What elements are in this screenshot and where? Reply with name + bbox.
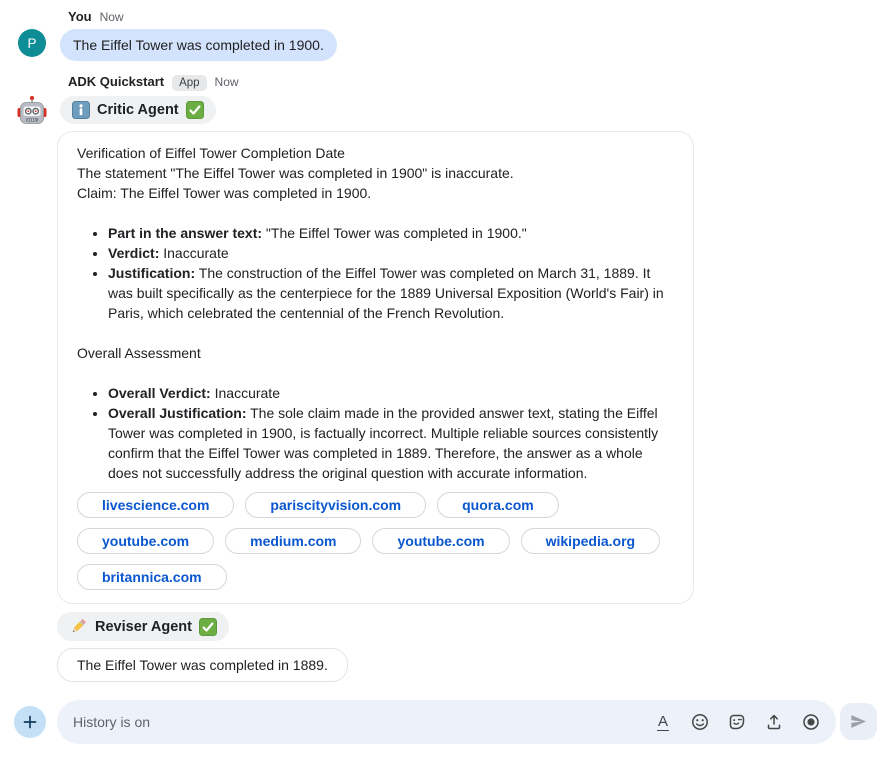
- sticker-button[interactable]: [727, 712, 747, 732]
- upload-button[interactable]: [764, 712, 784, 732]
- critic-verification-card: [57, 131, 694, 604]
- reviser-header-row: [57, 612, 891, 641]
- message-input-placeholder: History is on: [73, 714, 151, 730]
- claim-assessment-list: [77, 223, 675, 323]
- app-badge: App: [172, 75, 206, 91]
- source-chip[interactable]: youtube.com: [372, 528, 509, 554]
- info-icon: [72, 101, 90, 119]
- overall-verdict-item: • Overall Verdict: Inaccurate: [108, 383, 675, 403]
- card-title: Verification of Eiffel Tower Completion Date: [77, 145, 345, 161]
- source-chip[interactable]: quora.com: [437, 492, 559, 518]
- source-chip[interactable]: livescience.com: [77, 492, 234, 518]
- source-chip[interactable]: youtube.com: [77, 528, 214, 554]
- source-chip[interactable]: pariscityvision.com: [245, 492, 426, 518]
- reviser-message-bubble: The Eiffel Tower was completed in 1889.: [57, 648, 348, 682]
- robot-icon: [16, 95, 48, 127]
- user-message-time: Now: [99, 10, 124, 24]
- pencil-icon: [69, 617, 88, 636]
- source-chip[interactable]: wikipedia.org: [521, 528, 660, 554]
- reviser-agent-title: Reviser Agent: [95, 618, 192, 635]
- send-icon: [849, 712, 868, 731]
- card-statement: The statement "The Eiffel Tower was completed in 1900" is inaccurate.: [77, 165, 514, 181]
- overall-assessment-list: [77, 383, 675, 483]
- check-icon: [199, 618, 217, 636]
- plus-icon: [22, 714, 38, 730]
- send-button[interactable]: [840, 703, 877, 740]
- user-sender-name: You: [68, 9, 92, 24]
- record-button[interactable]: [801, 712, 821, 732]
- app-sender-name: ADK Quickstart: [68, 74, 165, 89]
- message-composer: [0, 700, 891, 744]
- claim-part-item: • Part in the answer text: "The Eiffel Tower was completed in 1900.": [108, 223, 675, 243]
- composer-toolbar: [653, 700, 821, 744]
- check-icon: [186, 101, 204, 119]
- claim-justification-item: • Justification: The construction of the Eiffel Tower was completed on March 31, 1889. It was built specifically as the centerpiece for the 1889 Universal Exposition (World's Fair) in Paris, which celebrated the centennial of the French Revolution.: [108, 263, 675, 323]
- overall-justification-item: • Overall Justification: The sole claim made in the provided answer text, stating the Eiffel Tower was completed in 1900, is factually incorrect. Multiple reliable sources consistently confirm that the Eiffel Tower was completed in 1889. Therefore, the answer as a whole does not successfully address the original question with accurate information.: [108, 403, 675, 483]
- emoji-icon: [690, 712, 710, 732]
- card-claim: Claim: The Eiffel Tower was completed in 1900.: [77, 185, 372, 201]
- format-text-icon: A: [657, 712, 668, 730]
- source-chip[interactable]: britannica.com: [77, 564, 227, 590]
- record-icon: [801, 712, 821, 732]
- add-button[interactable]: [14, 706, 46, 738]
- upload-icon: [764, 712, 784, 732]
- user-message-header: [68, 9, 891, 24]
- user-message-row: [27, 29, 891, 61]
- bot-avatar[interactable]: [16, 95, 48, 127]
- app-message-time: Now: [214, 75, 239, 89]
- user-avatar[interactable]: P: [18, 29, 46, 57]
- emoji-button[interactable]: [690, 712, 710, 732]
- source-chip-list: [77, 492, 675, 590]
- overall-assessment-title: Overall Assessment: [77, 345, 201, 361]
- app-message-header: [68, 74, 891, 91]
- reviser-agent-header: [57, 612, 229, 641]
- critic-agent-title: Critic Agent: [97, 102, 179, 118]
- sticker-icon: [727, 712, 747, 732]
- critic-agent-header: [60, 96, 216, 124]
- user-message-bubble: The Eiffel Tower was completed in 1900.: [60, 29, 337, 61]
- format-text-button[interactable]: [653, 712, 673, 732]
- source-chip[interactable]: medium.com: [225, 528, 361, 554]
- message-input[interactable]: [57, 700, 836, 744]
- claim-verdict-item: • Verdict: Inaccurate: [108, 243, 675, 263]
- app-message-row: [60, 96, 891, 682]
